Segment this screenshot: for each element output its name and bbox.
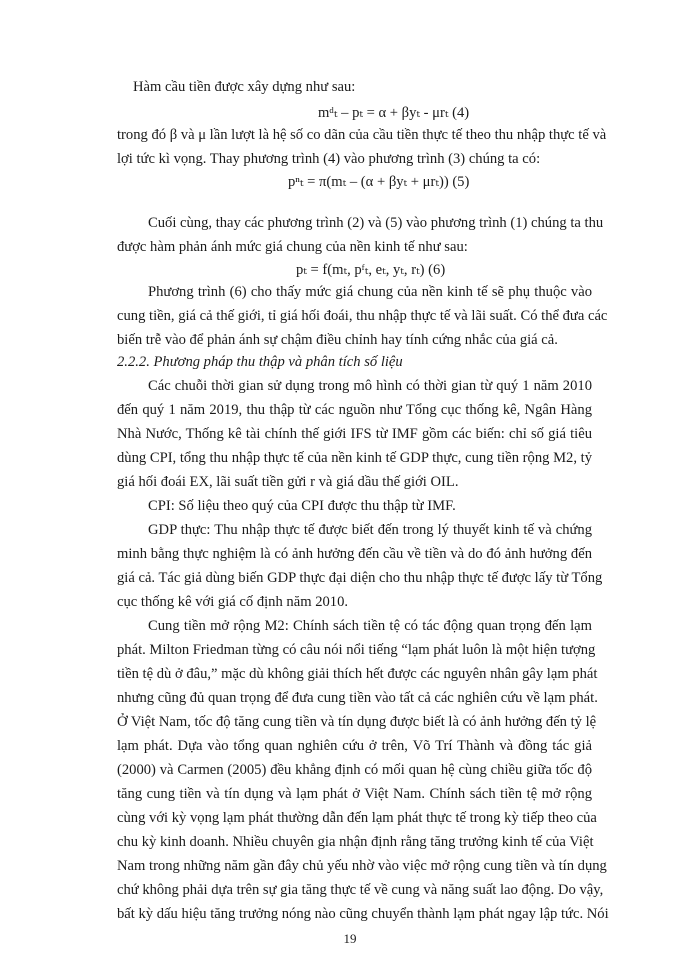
text-line: trong đó β và μ lần lượt là hệ số co dãn của cầu tiền thực tế theo thu nhập thực tế và xyxy=(117,127,607,143)
text-line: CPI: Số liệu theo quý của CPI được thu thập từ IMF. xyxy=(148,498,456,514)
text-line: (2000) và Carmen (2005) đều khẳng định có mối quan hệ cùng chiều giữa tốc độ xyxy=(117,762,592,778)
equation-6: pₜ = f(mₜ, pᶠₜ, eₜ, yₜ, rₜ) (6) xyxy=(296,262,446,278)
text-line: lợi tức kì vọng. Thay phương trình (4) vào phương trình (3) chúng ta có: xyxy=(117,151,541,167)
text-line: giá hối đoái EX, lãi suất tiền gửi r và giá dầu thế giới OIL. xyxy=(117,474,459,490)
text-line: cung tiền, giá cả thế giới, tỉ giá hối đoái, thu nhập thực tế và lãi suất. Có thể đưa các xyxy=(117,308,608,324)
text-line: tăng cung tiền và tín dụng và lạm phát ở Việt Nam. Chính sách tiền tệ mở rộng xyxy=(117,786,592,802)
equation-4: mᵈₜ – pₜ = α + βyₜ - μrₜ (4) xyxy=(318,105,470,121)
text-line: Cung tiền mở rộng M2: Chính sách tiền tệ có tác động quan trọng đến lạm xyxy=(148,618,592,634)
page-number: 19 xyxy=(343,931,357,946)
text-line: chứ không phải dựa trên sự gia tăng thực tế về cung và năng suất lao động. Do vậy, xyxy=(117,882,604,898)
text-line: GDP thực: Thu nhập thực tế được biết đến trong lý thuyết kinh tế và chứng xyxy=(148,522,592,538)
text-line: cùng với kỳ vọng lạm phát thường dẫn đến lạm phát thực tế trong kỳ tiếp theo của xyxy=(117,810,597,826)
text-line: lạm phát. Dựa vào tổng quan nghiên cứu ở trên, Võ Trí Thành và đồng tác giả xyxy=(117,738,592,754)
text-line: Nhà Nước, Thống kê tài chính thế giới IFS từ IMF gồm các biến: chỉ số giá tiêu xyxy=(117,426,592,442)
text-line: cục thống kê với giá cố định năm 2010. xyxy=(117,594,349,610)
text-line: minh bằng thực nghiệm là có ảnh hưởng đến cầu về tiền và do đó ảnh hưởng đến xyxy=(117,546,592,562)
text-line: Các chuỗi thời gian sử dụng trong mô hình có thời gian từ quý 1 năm 2010 xyxy=(148,378,592,394)
text-line: đến quý 1 năm 2019, thu thập từ các nguồn như Tổng cục thống kê, Ngân Hàng xyxy=(117,402,592,418)
text-line: Cuối cùng, thay các phương trình (2) và (5) vào phương trình (1) chúng ta thu xyxy=(148,215,604,231)
section-heading: 2.2.2. Phương pháp thu thập và phân tích số liệu xyxy=(117,354,403,370)
text-line: tiền tệ dù ở đâu,” mặc dù không giải thích hết được các nguyên nhân gây lạm phát xyxy=(117,666,598,682)
text-line: giá cả. Tác giả dùng biến GDP thực đại diện cho thu nhập thực tế được lấy từ Tổng xyxy=(117,570,603,586)
text-line: dùng CPI, tổng thu nhập thực tế của nền kinh tế GDP thực, cung tiền rộng M2, tỷ xyxy=(117,450,592,466)
text-line: chu kỳ kinh doanh. Nhiều chuyên gia nhận định rằng tăng trưởng kinh tế của Việt xyxy=(117,834,594,850)
text-line: Ở Việt Nam, tốc độ tăng cung tiền và tín dụng được biết là có ảnh hưởng đến tỷ lệ xyxy=(117,714,597,730)
text-line: được hàm phản ánh mức giá chung của nền kinh tế như sau: xyxy=(117,239,468,255)
text-line: biến trễ vào để phản ánh sự chậm điều chỉnh hay tính cứng nhắc của giá cả. xyxy=(117,332,558,348)
text-line: Phương trình (6) cho thấy mức giá chung của nền kinh tế sẽ phụ thuộc vào xyxy=(148,284,592,300)
text-line: Hàm cầu tiền được xây dựng như sau: xyxy=(133,79,356,95)
text-line: phát. Milton Friedman từng có câu nói nổi tiếng “lạm phát luôn là một hiện tượng xyxy=(117,642,596,658)
text-line: bất kỳ dấu hiệu tăng trưởng nóng nào cũng chuyển thành lạm phát ngay lập tức. Nói xyxy=(117,906,609,922)
text-line: Nam trong những năm gần đây chủ yếu nhờ vào việc mở rộng cung tiền và tín dụng xyxy=(117,858,607,874)
equation-5: pⁿₜ = π(mₜ – (α + βyₜ + μrₜ)) (5) xyxy=(288,174,470,190)
text-line: nhưng cũng đủ quan trọng để đưa cung tiền vào tất cả các nghiên cứu về lạm phát. xyxy=(117,690,598,706)
